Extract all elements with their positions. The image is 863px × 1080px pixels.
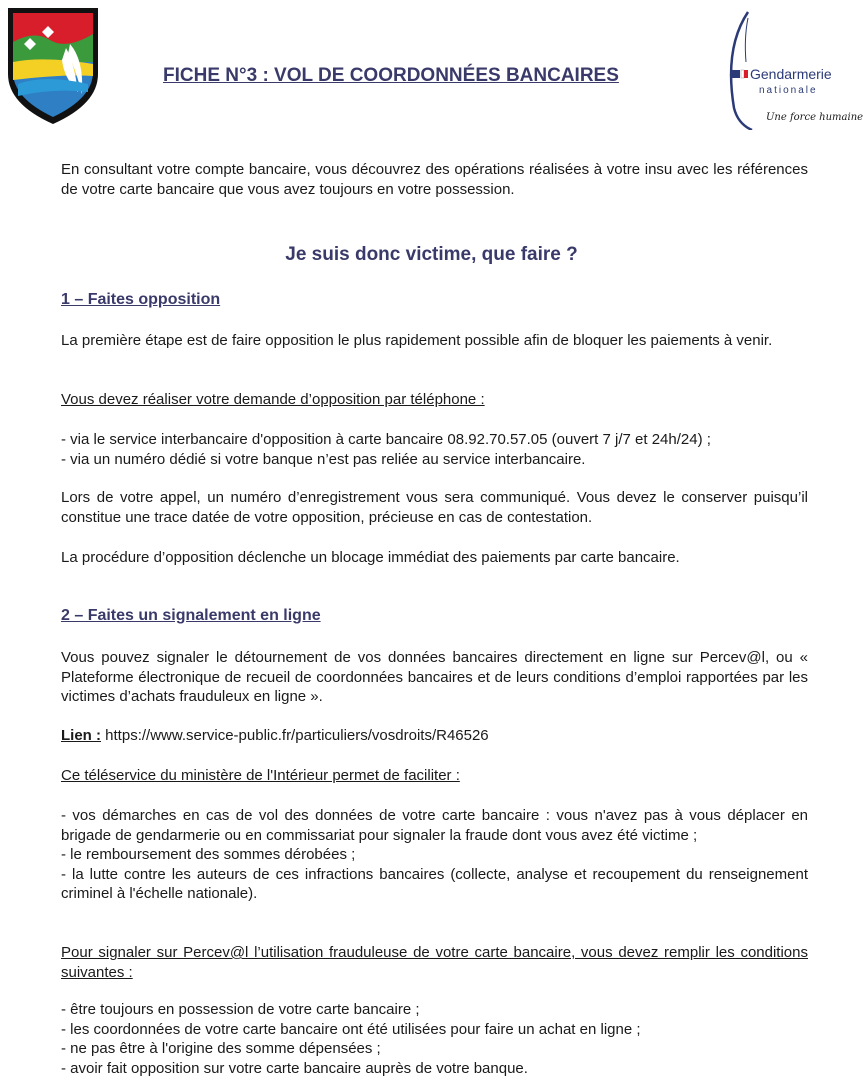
call-paragraph: Lors de votre appel, un numéro d’enregistrement vous sera communiqué. Vous devez le conserver puisqu’il constitue une trace datée de votre opposition, précieuse en cas de contestation. [61, 489, 808, 526]
page-subtitle: Je suis donc victime, que faire ? [285, 244, 578, 265]
crest-logo [4, 4, 102, 128]
phone-list [61, 430, 808, 469]
gendarmerie-logo [726, 8, 863, 130]
phone-lead: Vous devez réaliser votre demande d’opposition par téléphone : [61, 391, 485, 408]
condition-item: - avoir fait opposition sur votre carte bancaire auprès de votre banque. [61, 1059, 528, 1077]
section-heading-report: 2 – Faites un signalement en ligne [61, 607, 321, 624]
section-heading-opposition: 1 – Faites opposition [61, 291, 221, 308]
page-title: FICHE N°3 : VOL DE COORDONNÉES BANCAIRES [163, 65, 619, 86]
logo-subtitle: nationale [759, 85, 818, 96]
link-line [61, 726, 808, 746]
link-label: Lien : [61, 727, 101, 744]
conditions-lead: Pour signaler sur Percev@l l’utilisation frauduleuse de votre carte bancaire, vous devez remplir les conditions suivantes : [61, 944, 808, 981]
opposition-paragraph: La première étape est de faire opposition le plus rapidement possible afin de bloquer les paiements à venir. [61, 332, 773, 349]
conditions-list [61, 1000, 808, 1078]
logo-motto: Une force humaine [766, 112, 863, 123]
blocking-paragraph: La procédure d’opposition déclenche un blocage immédiat des paiements par carte bancaire. [61, 549, 680, 566]
service-public-link[interactable]: https://www.service-public.fr/particuliers/vosdroits/R46526 [105, 727, 489, 744]
logo-wordmark: Gendarmerie [750, 66, 832, 82]
phone-item: - via le service interbancaire d'opposition à carte bancaire 08.92.70.57.05 (ouvert 7 j/7 et 24h/24) ; [61, 431, 711, 448]
condition-item: - être toujours en possession de votre carte bancaire ; [61, 1001, 420, 1018]
benefit-item: - vos démarches en cas de vol des données de votre carte bancaire : vous n'avez pas à vous déplacer en brigade de gendarmerie ou en commissariat pour signaler la fraude dont vous avez été victime ; [61, 807, 808, 844]
condition-item: - les coordonnées de votre carte bancaire ont été utilisées pour faire un achat en ligne ; [61, 1020, 641, 1038]
phone-item: - via un numéro dédié si votre banque n’est pas reliée au service interbancaire. [61, 450, 586, 468]
percevel-paragraph: Vous pouvez signaler le détournement de vos données bancaires directement en ligne sur Percev@l, ou « Plateforme électronique de recueil de coordonnées bancaires et de leurs conditions d’emploi rapportées par les victimes d’achats frauduleux en ligne ». [61, 649, 808, 705]
benefit-item: - le remboursement des sommes dérobées ; [61, 846, 356, 863]
intro-paragraph: En consultant votre compte bancaire, vous découvrez des opérations réalisées à votre insu avec les références de votre carte bancaire que vous avez toujours en votre possession. [61, 161, 808, 198]
condition-item: - ne pas être à l'origine des somme dépensées ; [61, 1040, 381, 1057]
benefits-list [61, 806, 808, 904]
teleservice-lead: Ce téléservice du ministère de l'Intérieur permet de faciliter : [61, 767, 460, 784]
benefit-item: - la lutte contre les auteurs de ces infractions bancaires (collecte, analyse et recoupement du renseignement criminel à l'échelle nationale). [61, 865, 808, 902]
